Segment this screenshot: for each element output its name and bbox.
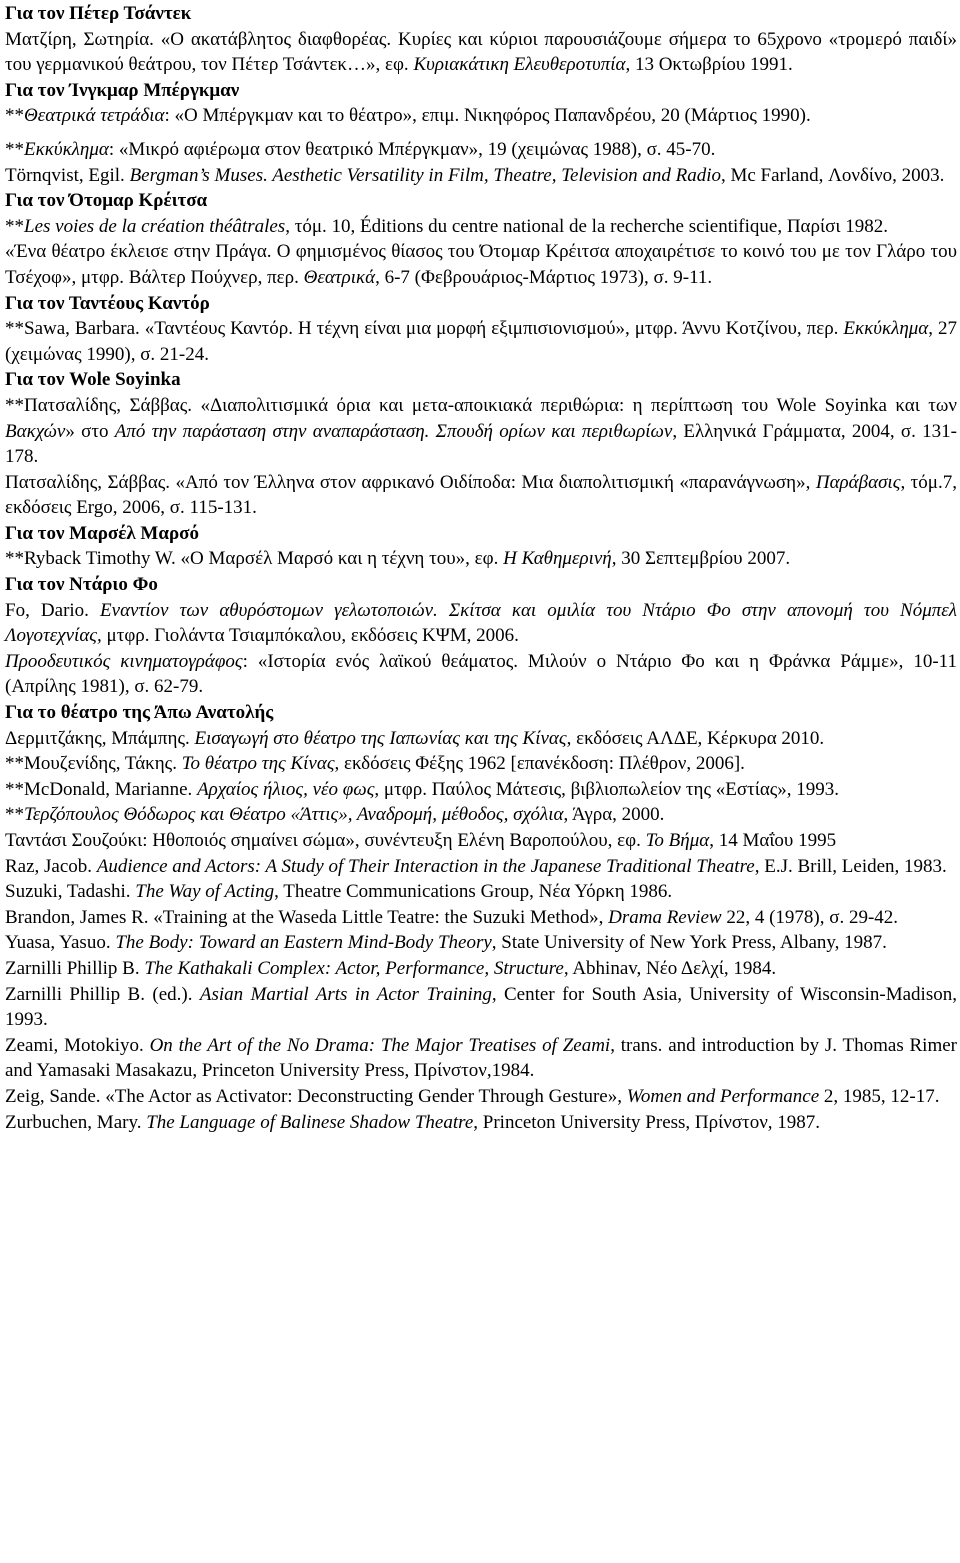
entry-text: Brandon, James R. «Training at the Waseda Little Teatre: the Suzuki Method», (5, 906, 609, 928)
section-heading: Για τον Ίνγκμαρ Μπέργκμαν (5, 79, 240, 101)
italic-title: Εναντίον των αθυρόστομων γελωτοποιών. Σκίτσα και ομιλία του Ντάριο Φο στην απονομή του Νόμπελ Λογοτεχνίας, (5, 599, 957, 647)
bibliography-entry (5, 854, 957, 880)
bibliography-entry (5, 1084, 957, 1110)
italic-title: Asian Martial Arts in Actor Training (199, 983, 492, 1005)
entry-text: , Άγρα, 2000. (563, 804, 665, 826)
entry-text: «Ένα θέατρο έκλεισε στην Πράγα. Ο φημισμένος θίασος του Ότομαρ Κρέιτσα αποχαιρέτισε το κοινό του με τον Γλάρο του Τσέχοφ», μτφρ. Βάλτερ Πούχνερ, περ. (5, 241, 957, 288)
entry-text: **McDonald, Marianne. (5, 778, 198, 800)
section-heading: Για τον Ταντέους Καντόρ (5, 292, 210, 314)
entry-text: ** (5, 804, 24, 826)
bibliography-entry (5, 214, 957, 240)
entry-text: , 27 (χειμώνας 1990), σ. 21-24. (5, 318, 957, 365)
entry-text: , 30 Σεπτεμβρίου 2007. (611, 548, 791, 570)
entry-text: Zarnilli Phillip B. (ed.). (5, 983, 200, 1005)
entry-text: Zeig, Sande. «The Actor as Activator: Deconstructing Gender Through Gesture», (5, 1085, 627, 1107)
bibliography-entry (5, 546, 957, 572)
entry-text: , Abhinav, Νέο Δελχί, 1984. (563, 957, 777, 979)
italic-title: Από την παράσταση στην αναπαράσταση. Σπουδή ορίων και περιθωρίων (114, 420, 673, 442)
entry-text: Yuasa, Yasuo. (5, 932, 116, 954)
bibliography-entry (5, 598, 957, 649)
entry-text: , Mc Farland, Λονδίνο, 2003. (720, 164, 945, 186)
section-heading: Για τον Ότομαρ Κρέιτσα (5, 190, 208, 212)
entry-text: , τόμ.7, εκδόσεις Ergo, 2006, σ. 115-131. (5, 471, 957, 519)
bibliography-entry (5, 103, 957, 129)
entry-text: Ταντάσι Σουζούκι: Ηθοποιός σημαίνει σώμα», συνέντευξη Ελένη Βαροπούλου, εφ. (5, 830, 646, 851)
bibliography-entry (5, 828, 957, 854)
entry-text: , E.J. Brill, Leiden, 1983. (754, 855, 947, 877)
italic-title: The Kathakali Complex: Actor, Performance, Structure (144, 957, 564, 979)
italic-title: Προοδευτικός κινηματογράφος (5, 650, 243, 672)
section-heading: Για το θέατρο της Άπω Ανατολής (5, 702, 274, 724)
italic-title: Αρχαίος ήλιος, νέο φως (197, 778, 375, 800)
entry-text: : «Ο Μπέργκμαν και το θέατρο», επιμ. Νικηφόρος Παπανδρέου, 20 (Μάρτιος 1990). (164, 105, 811, 127)
entry-text: Suzuki, Tadashi. (5, 881, 136, 903)
section-heading: Για τον Ντάριο Φο (5, 574, 158, 596)
italic-title: Εκκύκλημα (24, 138, 109, 160)
bibliography-entry (5, 649, 957, 700)
entry-text: **Πατσαλίδης, Σάββας. «Διαπολιτισμικά όρια και μετα-αποικιακά περιθώρια: η περίπτωση του Wole Soyinka και των (5, 394, 957, 416)
bibliography-entry (5, 956, 957, 982)
italic-title: Drama Review (608, 906, 722, 928)
entry-text: Fo, Dario. (5, 599, 101, 621)
bibliography-entry (5, 879, 957, 905)
entry-text: **Ryback Timothy W. «Ο Μαρσέλ Μαρσό και η τέχνη του», εφ. (5, 548, 504, 570)
entry-text: , 13 Οκτωβρίου 1991. (625, 54, 793, 76)
entry-text: **Μουζενίδης, Τάκης. (5, 753, 182, 775)
entry-text: 22, 4 (1978), σ. 29-42. (721, 906, 899, 928)
section-heading: Για τον Wole Soyinka (5, 369, 181, 391)
entry-text: , 14 Μαΐου 1995 (709, 830, 837, 851)
entry-text: Törnqvist, Egil. (5, 164, 130, 186)
italic-title: The Language of Balinese Shadow Theatre (146, 1111, 474, 1133)
italic-title: Εισαγωγή στο θέατρο της Ιαπωνίας και της Κίνας (194, 727, 567, 749)
bibliography-entry (5, 751, 957, 777)
entry-text: , trans. and introduction by J. Thomas Rimer and Yamasaki Masakazu, Princeton University Press, Πρίνστον,1984. (5, 1034, 957, 1082)
italic-title: Παράβασις (815, 471, 901, 493)
entry-text: 2, 1985, 12-17. (819, 1085, 940, 1107)
entry-text: **Sawa, Barbara. «Ταντέους Καντόρ. Η τέχνη είναι μια μορφή εξιμπισιονισμού», μτφρ. Άννυ Κοτζίνου, περ. (5, 318, 844, 340)
entry-text: Zarnilli Phillip B. (5, 957, 145, 979)
bibliography-entry (5, 1033, 957, 1084)
entry-text: Raz, Jacob. (5, 855, 97, 877)
bibliography-entry (5, 930, 957, 956)
entry-text: , τόμ. 10, Éditions du centre national de la recherche scientifique, Παρίσι 1982. (285, 215, 888, 237)
bibliography-entry (5, 239, 957, 290)
entry-text: Zeami, Motokiyo. (5, 1034, 150, 1056)
italic-title: Η Καθημερινή (503, 548, 612, 570)
entry-text: , Theatre Communications Group, Νέα Υόρκη 1986. (274, 881, 673, 903)
entry-text: , Ελληνικά Γράμματα, 2004, σ. 131-178. (5, 420, 957, 468)
entry-text: , Princeton University Press, Πρίνστον, 1987. (473, 1111, 821, 1133)
italic-title: On the Art of the No Drama: The Major Treatises of Zeami (149, 1034, 611, 1056)
italic-title: Bergman’s Muses. Aesthetic Versatility in Film, Theatre, Television and Radio (129, 164, 721, 186)
entry-text: Zurbuchen, Mary. (5, 1111, 147, 1133)
italic-title: The Body: Toward an Eastern Mind-Body Theory (115, 932, 492, 954)
entry-text: , μτφρ. Παύλος Μάτεσις, βιβλιοπωλείον της «Εστίας», 1993. (374, 778, 840, 800)
bibliography-entry (5, 163, 957, 189)
entry-text: , 6-7 (Φεβρουάριος-Μάρτιος 1973), σ. 9-11. (375, 266, 713, 288)
italic-title: Τερζόπουλος Θόδωρος και Θέατρο «Άττις», Αναδρομή, μέθοδος, σχόλια (24, 804, 564, 826)
section-heading: Για τον Μαρσέλ Μαρσό (5, 522, 199, 544)
italic-title: Θεατρικά (303, 266, 376, 288)
bibliography-entry (5, 27, 957, 78)
entry-text: Ματζίρη, Σωτηρία. «Ο ακατάβλητος διαφθορέας. Κυρίες και κύριοι παρουσιάζουμε σήμερα το 65χρονο «τρομερό παιδί» του γερμανικού θεάτρου, τον Πέτερ Τσάντεκ…», εφ. (5, 28, 957, 76)
entry-text: ** (5, 105, 24, 127)
entry-text: , State University of New York Press, Albany, 1987. (491, 932, 887, 954)
italic-title: Women and Performance (626, 1085, 820, 1107)
italic-title: Βακχών (5, 420, 66, 442)
bibliography-entry (5, 470, 957, 521)
bibliography-entry (5, 905, 957, 931)
entry-text: » στο (65, 420, 115, 442)
bibliography-entry (5, 777, 957, 803)
entry-text: , εκδόσεις ΑΛΔΕ, Κέρκυρα 2010. (566, 727, 825, 749)
entry-text: , εκδόσεις Φέξης 1962 [επανέκδοση: Πλέθρον, 2006]. (334, 753, 745, 775)
italic-title: Το Βήμα (645, 830, 710, 851)
italic-title: The Way of Acting (135, 881, 275, 903)
italic-title: Το θέατρο της Κίνας (181, 753, 335, 775)
italic-title: Κυριακάτικη Ελευθεροτυπία (413, 54, 626, 76)
entry-text: : «Μικρό αφιέρωμα στον θεατρικό Μπέργκμαν», 19 (χειμώνας 1988), σ. 45-70. (108, 138, 716, 160)
italic-title: Εκκύκλημα (843, 318, 929, 340)
bibliography-entry (5, 137, 957, 163)
entry-text: ** (5, 138, 24, 160)
entry-text: Πατσαλίδης, Σάββας. «Από τον Έλληνα στον αφρικανό Οιδίποδα: Μια διαπολιτισμική «παρανάγνωση», (5, 471, 816, 493)
entry-text: : «Ιστορία ενός λαϊκού θεάματος. Μιλούν ο Ντάριο Φο και η Φράνκα Ράμμε», 10-11 (Απρίλης 1981), σ. 62-79. (5, 650, 957, 698)
entry-text: , Center for South Asia, University of Wisconsin-Madison, 1993. (5, 983, 957, 1031)
bibliography-entry (5, 802, 957, 828)
entry-text: Δερμιτζάκης, Μπάμπης. (5, 727, 195, 749)
section-heading: Για τον Πέτερ Τσάντεκ (5, 3, 192, 24)
italic-title: Θεατρικά τετράδια (24, 105, 165, 127)
entry-text: ** (5, 215, 24, 237)
italic-title: Audience and Actors: A Study of Their Interaction in the Japanese Traditional Theatre (96, 855, 755, 877)
bibliography-entry (5, 982, 957, 1033)
entry-text: μτφρ. Γιολάντα Τσιαμπόκαλου, εκδόσεις ΚΨΜ, 2006. (101, 625, 519, 647)
bibliography-entry (5, 1110, 957, 1136)
bibliography-entry (5, 393, 957, 470)
italic-title: Les voies de la création théâtrales (24, 215, 286, 237)
bibliography-entry (5, 316, 957, 367)
bibliography-entry (5, 726, 957, 752)
